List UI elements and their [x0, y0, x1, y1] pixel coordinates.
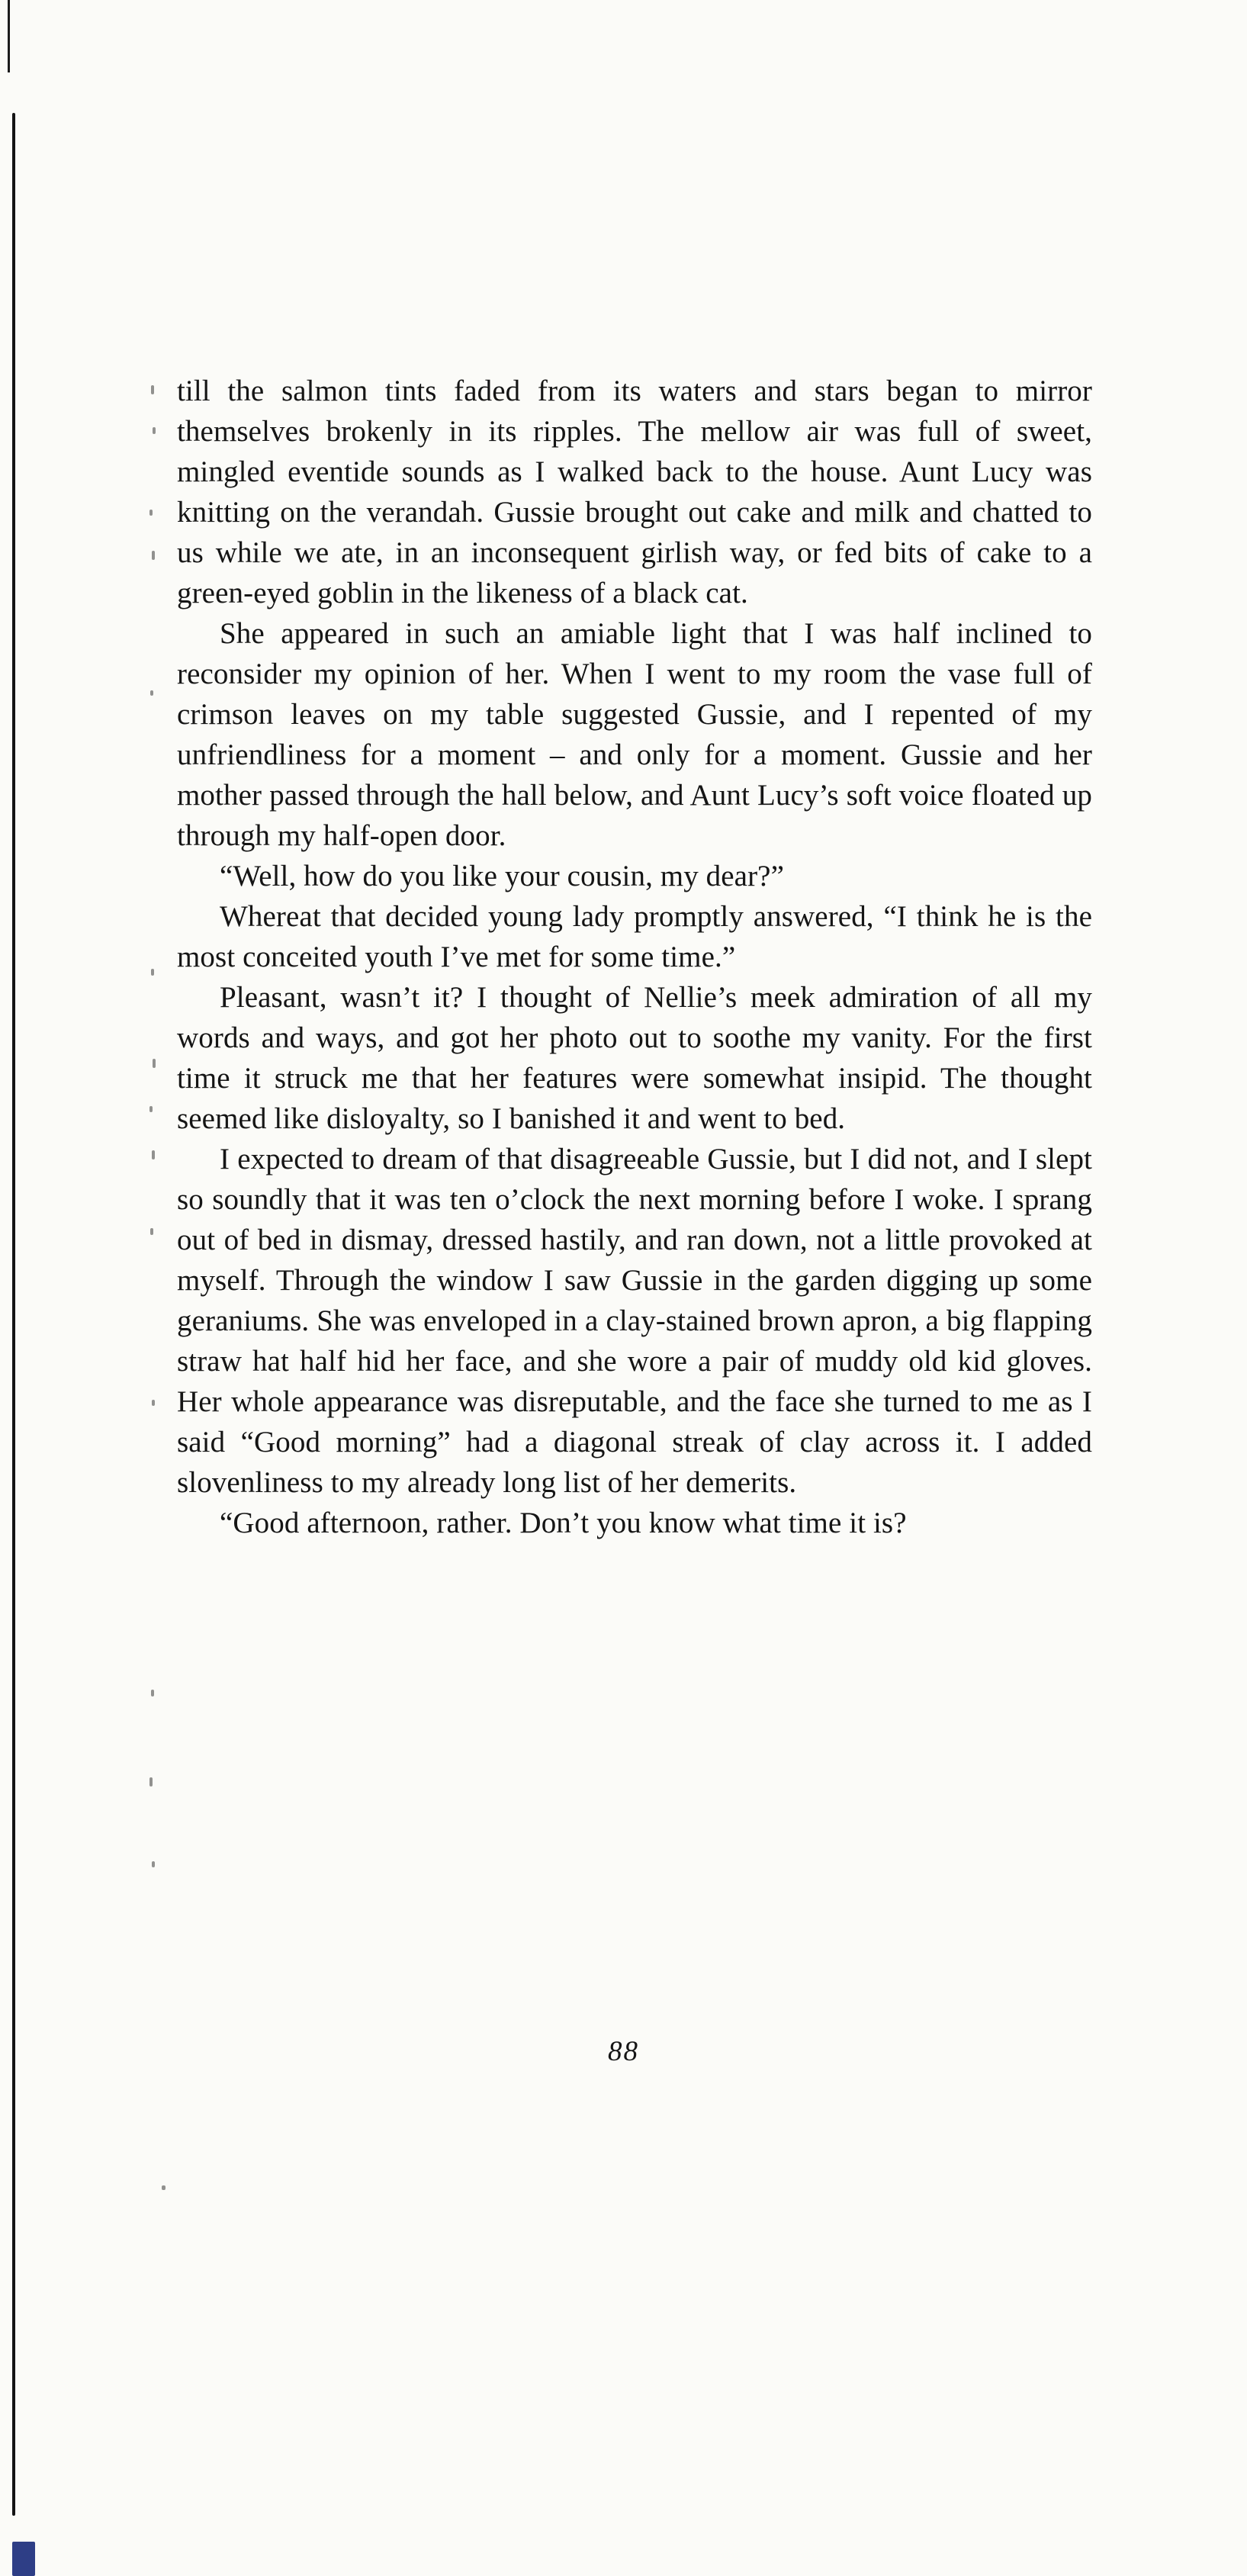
scan-speckle	[153, 427, 156, 434]
binding-line-top	[8, 0, 10, 72]
paragraph: “Well, how do you like your cousin, my dear?”	[220, 860, 784, 892]
page-number: 88	[608, 2036, 639, 2067]
scan-speckle	[149, 1106, 153, 1112]
scan-speckle	[152, 1400, 155, 1406]
paragraph: Pleasant, wasn’t it? I thought of Nellie’s meek admiration of all my words and ways, and got her photo out to soothe my vanity. For the first time it struck me that her features were somewhat insipid. The thought seemed like disloyalty, so I banished it and went to bed.	[177, 981, 1092, 1135]
scan-speckle	[153, 1059, 156, 1068]
scan-speckle	[151, 1690, 154, 1696]
binding-line	[12, 113, 15, 2516]
paragraph: I expected to dream of that disagreeable Gussie, but I did not, and I slept so soundly that it was ten o’clock the next morning before I woke. I sprang out of bed in dismay, dressed hastily, and ran down, not a little provoked at myself. Through the window I saw Gussie in the garden digging up some geraniums. She was enveloped in a clay-stained brown apron, a big flapping straw hat half hid her face, and she wore a pair of muddy old kid gloves. Her whole appearance was disreputable, and the face she turned to me as I said “Good morning” had a diagonal streak of clay across it. I added slovenliness to my already long list of her demerits.	[177, 1143, 1092, 1499]
scan-speckle	[152, 551, 155, 560]
scan-speckle	[150, 1228, 153, 1235]
scan-speckle	[152, 1150, 155, 1159]
scan-speckle	[152, 1861, 155, 1867]
scan-speckle	[149, 510, 153, 516]
page-text	[177, 371, 1092, 1543]
ink-mark	[12, 2542, 35, 2576]
scan-speckle	[151, 969, 154, 976]
scan-speckle	[151, 385, 154, 394]
paragraph: She appeared in such an amiable light that I was half inclined to reconsider my opinion of her. When I went to my room the vase full of crimson leaves on my table suggested Gussie, and I repented of my unfriendliness for a moment – and only for a moment. Gussie and her mother passed through the hall below, and Aunt Lucy’s soft voice floated up through my half-open door.	[177, 617, 1092, 852]
paragraph: Whereat that decided young lady promptly answered, “I think he is the most conceited youth I’ve met for some time.”	[177, 900, 1092, 973]
scan-speckle	[150, 690, 153, 696]
paragraph: till the salmon tints faded from its waters and stars began to mirror themselves brokenly in its ripples. The mellow air was full of sweet, mingled eventide sounds as I walked back to the house. Aunt Lucy was knitting on the verandah. Gussie brought out cake and milk and chatted to us while we ate, in an inconsequent girlish way, or fed bits of cake to a green-eyed goblin in the likeness of a black cat.	[177, 375, 1092, 609]
scan-speckle	[162, 2185, 166, 2190]
paragraph: “Good afternoon, rather. Don’t you know what time it is?	[220, 1507, 907, 1539]
scan-speckle	[149, 1777, 153, 1786]
